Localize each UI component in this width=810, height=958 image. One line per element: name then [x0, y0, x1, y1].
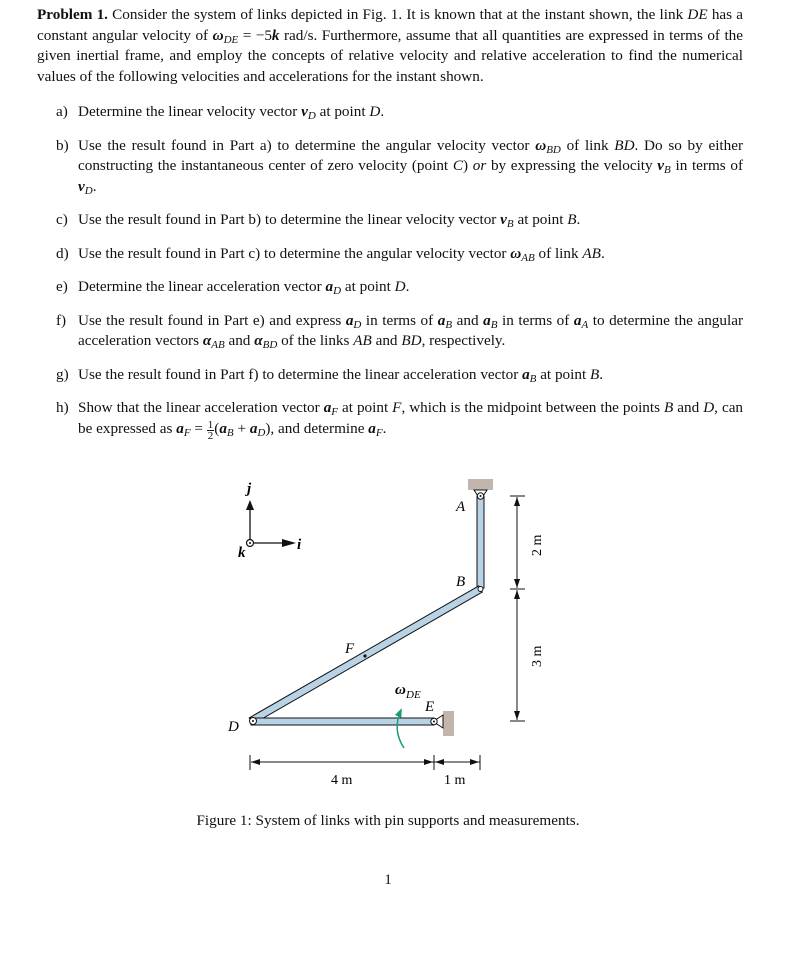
omega-sub: DE — [223, 33, 239, 46]
point-symbol: D — [394, 278, 406, 295]
part-text: , can be expressed as — [78, 399, 744, 437]
label-a: A — [456, 499, 466, 515]
dim-3m-label: 3 m — [530, 645, 545, 667]
part-label: d) — [56, 244, 69, 262]
part-text: . — [92, 177, 97, 195]
part-text: . — [576, 211, 581, 228]
equals-sign: = — [194, 419, 203, 437]
fraction-numerator: 1 — [207, 418, 214, 431]
joint-b-icon — [478, 587, 483, 592]
axis-k-label: k — [238, 545, 246, 561]
i-arrowhead-icon — [282, 539, 296, 547]
point-symbol: B — [664, 399, 674, 416]
part-text: , which is the midpoint between the points — [401, 399, 661, 416]
vector-symbol: a — [176, 419, 184, 437]
omega-value: = −5 — [242, 26, 272, 44]
subscript: F — [331, 406, 339, 418]
link-de — [251, 718, 434, 725]
omega-symbol: ω — [212, 26, 224, 44]
subscript: F — [183, 426, 191, 439]
part-text: , respectively. — [421, 332, 506, 349]
subscript: B — [490, 318, 498, 331]
label-b: B — [456, 574, 466, 590]
vector-symbol: a — [345, 311, 354, 329]
vector-symbol: v — [301, 103, 308, 120]
part-text: to determine the angular acceleration vectors — [78, 311, 743, 349]
vector-symbol: a — [573, 311, 582, 329]
vector-symbol: a — [437, 311, 446, 329]
vector-symbol: a — [219, 419, 227, 437]
part-text: in terms of — [675, 157, 744, 174]
part-text: Determine the linear velocity vector — [78, 103, 298, 120]
part-text: and — [375, 332, 398, 349]
j-arrowhead-icon — [246, 500, 254, 510]
problem-heading: Problem 1. — [37, 6, 108, 23]
vertical-dimensions — [510, 496, 545, 721]
axis-j-label: j — [247, 481, 252, 497]
part-label: g) — [56, 365, 69, 383]
part-text: and — [456, 311, 479, 329]
fraction-denominator: 2 — [207, 429, 214, 442]
vector-symbol: v — [78, 177, 85, 195]
part-text: at point — [344, 278, 391, 295]
subscript: AB — [521, 251, 535, 264]
subscript: A — [581, 318, 589, 331]
emphasis-text: or — [472, 157, 487, 174]
subscript: D — [333, 285, 342, 297]
horizontal-dimensions — [250, 755, 480, 788]
point-symbol: B — [589, 365, 600, 383]
part-text: . — [382, 419, 387, 437]
part-label: f) — [56, 311, 67, 329]
point-symbol: C — [452, 157, 463, 174]
support-a — [468, 479, 493, 490]
part-text: of link — [538, 244, 579, 262]
dim-2m-label: 2 m — [530, 534, 545, 556]
part-text: in terms of — [502, 311, 570, 329]
link-symbol: BD — [401, 332, 422, 349]
part-label: a) — [56, 103, 68, 120]
subscript: B — [506, 218, 514, 230]
part-text: at point — [342, 399, 389, 416]
subscript: D — [257, 426, 266, 439]
subscript: B — [664, 164, 671, 176]
part-text: Use the result found in Part a) to determine the angular velocity vector — [78, 136, 530, 154]
part-text: . — [600, 244, 605, 262]
point-symbol: B — [567, 211, 577, 228]
dim-4m-label: 4 m — [331, 773, 353, 788]
page-number: 1 — [384, 871, 392, 888]
subscript: D — [84, 184, 93, 197]
part-text: and — [677, 399, 700, 416]
subscript: BD — [262, 339, 278, 351]
part-text: Use the result found in Part f) to determine the linear acceleration vector — [78, 365, 519, 383]
subscript: D — [307, 110, 316, 122]
subscript: F — [375, 426, 383, 439]
part-text: Use the result found in Part e) and express — [78, 311, 342, 329]
label-d: D — [228, 719, 239, 735]
link-symbol: BD — [614, 136, 635, 154]
part-text: of the links — [281, 332, 350, 349]
part-text: . — [405, 278, 410, 295]
omega-de-arrow-icon — [397, 710, 404, 748]
label-omega-sub: DE — [406, 689, 421, 701]
paren: ( — [214, 419, 220, 437]
part-label: h) — [56, 399, 69, 416]
midpoint-f-icon — [363, 654, 366, 657]
part-text: . — [599, 365, 604, 383]
part-label: b) — [56, 136, 69, 154]
part-text: ) — [462, 157, 469, 174]
label-f: F — [345, 641, 355, 657]
intro-link-de: DE — [687, 6, 708, 23]
part-text: by expressing the velocity — [490, 157, 653, 174]
point-symbol: D — [703, 399, 715, 416]
intro-text-3: rad/s. Furthermore, assume that all quantities are expressed in terms of the given inertial frame, and employ the concepts of relative velocity and relative acceleration to find the numerical values of the following velocities and accelerations for the instant shown. — [37, 26, 744, 85]
label-omega: ω — [395, 682, 406, 698]
subscript: BD — [546, 143, 561, 156]
coordinate-axes — [238, 481, 302, 561]
vector-symbol: v — [500, 211, 507, 228]
subscript: B — [226, 426, 234, 439]
part-text: . — [380, 103, 385, 120]
point-symbol: F — [392, 399, 402, 416]
vector-symbol: a — [249, 419, 258, 437]
figure-caption: Figure 1: System of links with pin supports and measurements. — [196, 812, 580, 829]
part-text: in terms of — [365, 311, 434, 329]
vector-symbol: a — [483, 311, 491, 329]
point-symbol: D — [369, 103, 381, 120]
part-text: Determine the linear acceleration vector — [78, 278, 322, 295]
label-e: E — [425, 699, 435, 715]
link-symbol: AB — [582, 244, 601, 262]
vector-symbol: a — [323, 399, 332, 416]
part-text: Use the result found in Part c) to determine the angular velocity vector — [78, 244, 507, 262]
part-text: and — [228, 332, 251, 349]
part-label: c) — [56, 211, 68, 228]
subscript: B — [445, 318, 453, 331]
vector-symbol: a — [325, 278, 334, 295]
part-label: e) — [56, 278, 68, 295]
part-text: of link — [566, 136, 609, 154]
link-ab — [477, 496, 484, 588]
part-text: Show that the linear acceleration vector — [78, 399, 320, 416]
part-text: at point — [319, 103, 366, 120]
vector-symbol: ω — [535, 136, 547, 154]
vector-symbol: a — [368, 419, 376, 437]
vector-symbol: v — [657, 157, 665, 174]
vector-symbol: a — [522, 365, 530, 383]
subscript: D — [353, 318, 362, 331]
subscript: AB — [211, 339, 225, 351]
vector-symbol: α — [202, 332, 212, 349]
part-text: at point — [540, 365, 587, 383]
plus-sign: + — [237, 419, 247, 437]
part-text: Use the result found in Part b) to determine the linear velocity vector — [78, 211, 497, 228]
k-vector: k — [271, 26, 280, 44]
vector-symbol: ω — [510, 244, 522, 262]
link-symbol: AB — [353, 332, 372, 349]
support-e — [443, 711, 454, 736]
subscript: B — [529, 372, 537, 385]
dim-1m-label: 1 m — [444, 773, 466, 788]
vector-symbol: α — [254, 332, 263, 349]
part-text: at point — [517, 211, 564, 228]
part-text: ), and determine — [265, 419, 365, 437]
axis-i-label: i — [297, 537, 302, 553]
intro-text-1: Consider the system of links depicted in Fig. 1. It is known that at the instant shown, the link — [112, 6, 684, 23]
part-text: . Do so by either constructing the instantaneous center of zero velocity (point — [78, 136, 744, 174]
intro-text-2: has a constant angular velocity of — [37, 6, 743, 44]
